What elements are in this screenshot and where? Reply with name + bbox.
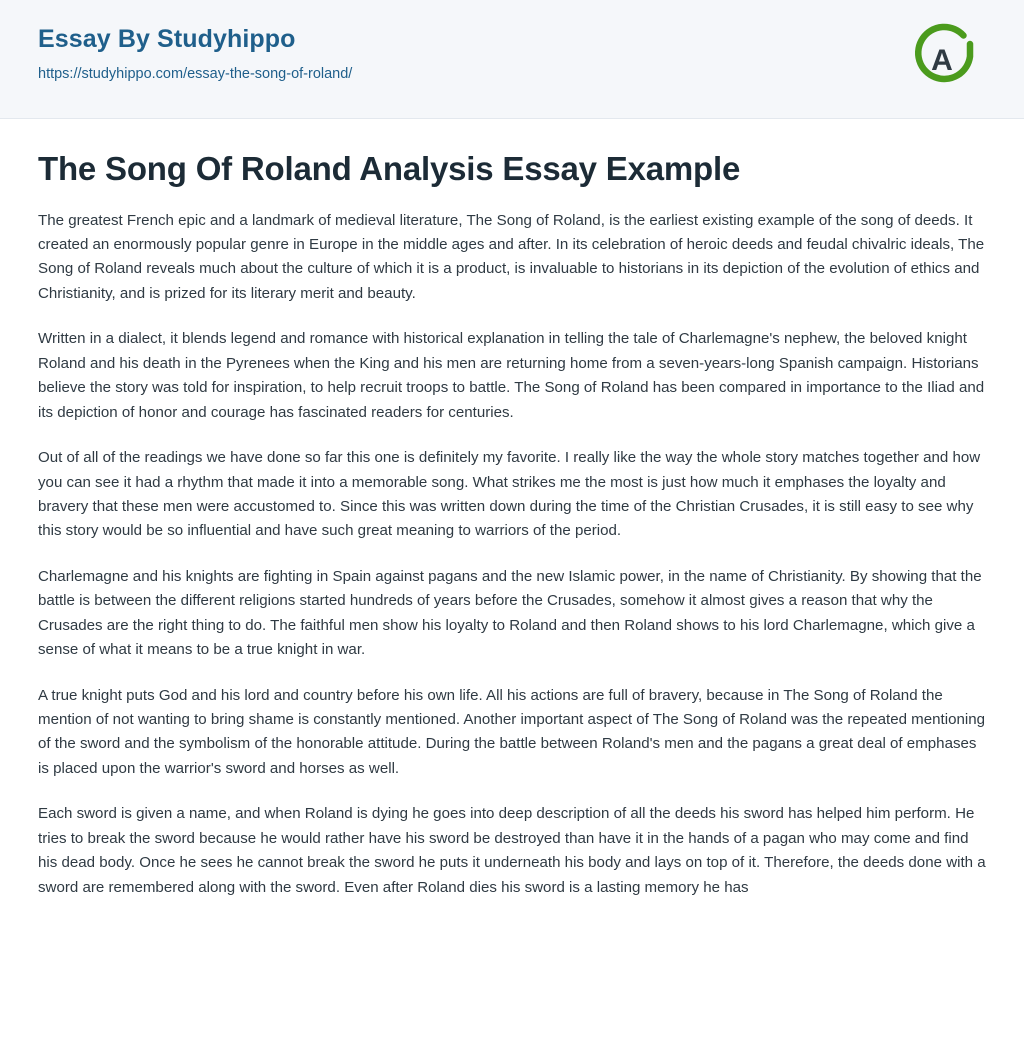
article-body (0, 119, 1024, 940)
article-paragraph: A true knight puts God and his lord and country before his own life. All his actions are full of bravery, because in The Song of Roland the mention of not wanting to bring shame is constantly mentioned. Another important aspect of The Song of Roland was the repeated mentioning of the sword and the symbolism of the honorable attitude. During the battle between Roland's men and the pagans a great deal of emphases is placed upon the warrior's sword and horses as well. (38, 686, 986, 777)
article-paragraph: Written in a dialect, it blends legend and romance with historical explanation in telling the tale of Charlemagne's nephew, the beloved knight Roland and his death in the Pyrenees when the King and his men are returning home from a seven-years-long Spanish campaign. Historians believe the story was told for inspiration, to help recruit troops to battle. The Song of Roland has been compared in importance to the Iliad and its depiction of honor and courage has fascinated readers for centuries. (38, 330, 985, 421)
source-url-link[interactable]: https://studyhippo.com/essay-the-song-of-roland/ (38, 65, 353, 82)
article-paragraph: Charlemagne and his knights are fighting in Spain against pagans and the new Islamic power, in the name of Christianity. By showing that the battle is between the different religions started hundreds of years before the Crusades, somehow it almost gives a reason that why the Crusades are the right thing to do. The faithful men show his loyalty to Roland and then Roland shows to his lord Charlemagne, which give a sense of what it means to be a true knight in war. (38, 567, 982, 659)
site-header (0, 0, 1024, 119)
article-paragraph: Out of all of the readings we have done so far this one is definitely my favorite. I really like the way the whole story matches together and how you can see it had a rhythm that made it into a memorable song. What strikes me the most is just how much it emphases the loyalty and bravery that these men were accustomed to. Since this was written down during the time of the Christian Crusades, it is still easy to see why this story would be so influential and have such great meaning to warriors of the period. (38, 449, 981, 540)
brand-block (38, 26, 352, 83)
studyhippo-logo-icon (908, 22, 982, 96)
article-paragraph: The greatest French epic and a landmark of medieval literature, The Song of Roland, is the earliest existing example of the song of deeds. It created an enormously popular genre in Europe in the middle ages and after. In its celebration of heroic deeds and feudal chivalric ideals, The Song of Roland reveals much about the culture of which it is a product, is invaluable to historians in its depiction of the evolution of ethics and Christianity, and is prized for its literary merit and beauty. (38, 211, 985, 302)
page-title: The Song Of Roland Analysis Essay Example (38, 150, 741, 187)
article-paragraph: Each sword is given a name, and when Roland is dying he goes into deep description of all the deeds his sword has helped him perform. He tries to break the sword because he would rather have his sword be destroyed than have it in the hands of a pagan who may come and find his dead body. Once he sees he cannot break the sword he puts it underneath his body and lays on top of it. Therefore, the deeds done with a sword are remembered along with the sword. Even after Roland dies his sword is a lasting memory he has (38, 805, 986, 896)
site-title: Essay By Studyhippo (38, 25, 296, 53)
svg-text:A: A (931, 44, 953, 77)
